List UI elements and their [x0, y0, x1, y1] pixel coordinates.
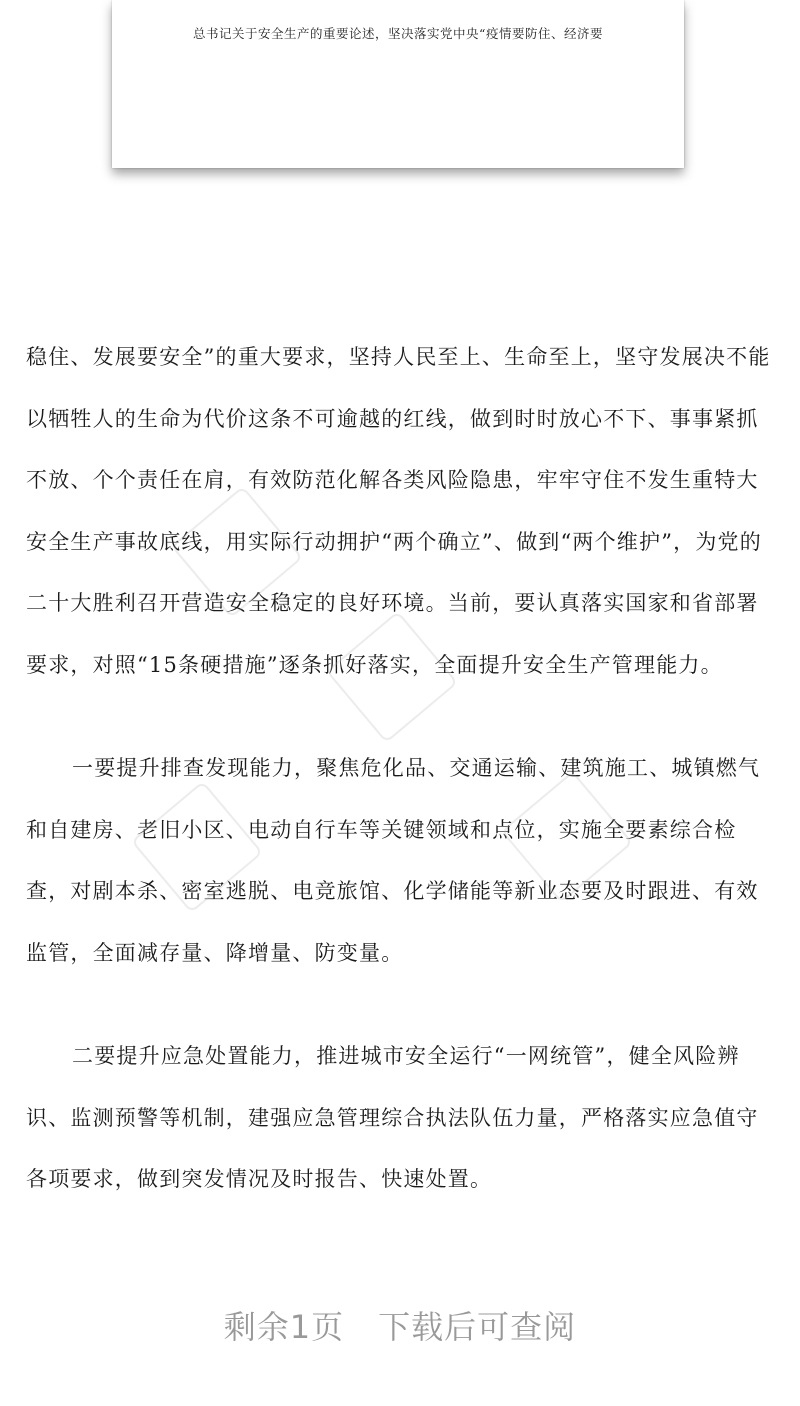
preview-cut-line	[132, 0, 664, 6]
paragraph-point-two: 二要提升应急处置能力，推进城市安全运行“一网统管”，健全风险辨识、监测预警等机制，建强应急管理综合执法队伍力量，严格落实应急值守各项要求，做到突发情况及时报告、快速处置。	[26, 1044, 759, 1191]
document-preview-card	[112, 0, 684, 168]
document-body	[26, 327, 778, 1211]
paragraph-point-one: 一要提升排查发现能力，聚焦危化品、交通运输、建筑施工、城镇燃气和自建房、老旧小区、电动自行车等关键领域和点位，实施全要素综合检查，对剧本杀、密室逃脱、电竞旅馆、化学储能等新业态要及时跟进、有效监管，全面减存量、降增量、防变量。	[26, 756, 761, 965]
remaining-pages-label: 剩余1页	[223, 1308, 345, 1346]
paragraph-continuation: 稳住、发展要安全”的重大要求，坚持人民至上、生命至上，坚守发展决不能以牺牲人的生命为代价这条不可逾越的红线，做到时时放心不下、事事紧抓不放、个个责任在肩，有效防范化解各类风险隐患，牢牢守住不发生重特大安全生产事故底线，用实际行动拥护“两个确立”、做到“两个维护”，为党的二十大胜利召开营造安全稳定的良好环境。当前，要认真落实国家和省部署要求，对照“15条硬措施”逐条抓好落实，全面提升安全生产管理能力。	[26, 345, 771, 677]
preview-text-line: 总书记关于安全生产的重要论述，坚决落实党中央“疫情要防住、经济要	[193, 26, 603, 41]
remaining-pages-notice[interactable]	[0, 1302, 800, 1348]
download-hint-label: 下载后可查阅	[378, 1308, 577, 1346]
